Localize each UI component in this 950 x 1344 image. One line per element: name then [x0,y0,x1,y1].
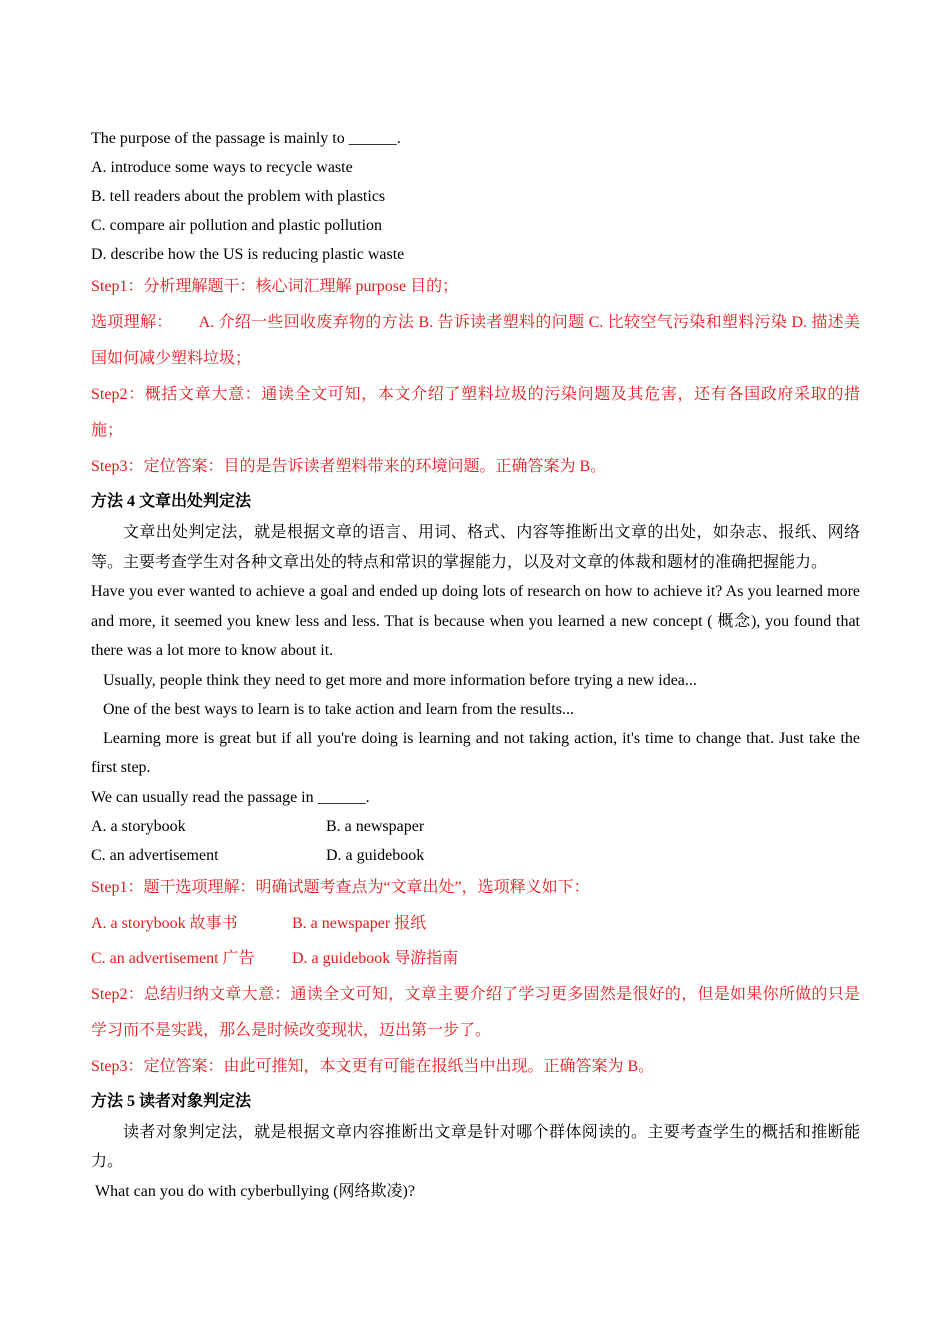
option-a: A. introduce some ways to recycle waste [91,159,353,176]
explain-a: A. a storybook 故事书 [91,914,238,932]
explain-row-2 [91,941,860,977]
explain-d: D. a guidebook 导游指南 [292,950,459,967]
passage-paragraph-2: Usually, people think they need to get more and more information before trying a new idea... [103,671,697,689]
passage-paragraph-1: Have you ever wanted to achieve a goal and ended up doing lots of research on how to achieve it? As you learned more and more, it seemed you knew less and less. That is because when you learned a new concept ( 概念), you found that there was a lot more to know about it. [91,583,860,659]
option-a-2: A. a storybook [91,817,186,835]
options-row-1 [91,812,860,841]
explain-row-1 [91,906,860,942]
step2-summary: Step2：概括文章大意：通读全文可知，本文介绍了塑料垃圾的污染问题及其危害，还有各国政府采取的措施； [91,386,860,439]
options-explanation [91,305,860,377]
option-b: B. tell readers about the problem with plastics [91,188,386,205]
explain-b: B. a newspaper 报纸 [292,914,427,932]
step2-summary-2: Step2：总结归纳文章大意：通读全文可知，文章主要介绍了学习更多固然是很好的，但是如果你所做的只是学习而不是实践，那么是时候改变现状，迈出第一步了。 [91,985,860,1039]
question-stem-2: We can usually read the passage in ______. [91,788,370,806]
explain-c: C. an advertisement 广告 [91,950,255,967]
question-stem: The purpose of the passage is mainly to ______. [91,130,401,147]
step1-analysis: Step1：分析理解题干：核心词汇理解 purpose 目的； [91,278,459,295]
step1-options: Step1：题干选项理解：明确试题考查点为“文章出处”，选项释义如下： [91,878,590,896]
step3-answer-2: Step3：定位答案：由此可推知，本文更有可能在报纸当中出现。正确答案为 B。 [91,1057,655,1075]
method4-title: 方法 4 文章出处判定法 [91,493,252,510]
options-row-2 [91,841,860,870]
option-d: D. describe how the US is reducing plastic waste [91,246,405,263]
document-page [91,124,860,1206]
options-explanation-text: A. 介绍一些回收废弃物的方法 B. 告诉读者塑料的问题 C. 比较空气污染和塑料污染 D. 描述美国如何减少塑料垃圾； [91,314,860,367]
option-d-2: D. a guidebook [326,846,425,864]
option-c: C. compare air pollution and plastic pollution [91,217,383,234]
method5-title: 方法 5 读者对象判定法 [91,1092,252,1110]
step3-answer: Step3：定位答案：目的是告诉读者塑料带来的环境问题。正确答案为 B。 [91,458,607,475]
option-b-2: B. a newspaper [326,817,425,835]
option-c-2: C. an advertisement [91,846,219,864]
method4-intro: 文章出处判定法，就是根据文章的语言、用词、格式、内容等推断出文章的出处，如杂志、报纸、网络等。主要考查学生对各种文章出处的特点和常识的掌握能力，以及对文章的体裁和题材的准确把握能力。 [91,524,860,571]
options-explanation-label: 选项理解： [91,314,173,331]
passage-paragraph-3: One of the best ways to learn is to take action and learn from the results... [103,700,574,718]
passage-paragraph-4: Learning more is great but if all you're doing is learning and not taking action, it's time to change that. Just take the first step. [91,729,860,776]
method5-intro: 读者对象判定法，就是根据文章内容推断出文章是针对哪个群体阅读的。主要考查学生的概括和推断能力。 [91,1123,860,1170]
passage-title: What can you do with cyberbullying (网络欺凌)? [95,1182,415,1200]
